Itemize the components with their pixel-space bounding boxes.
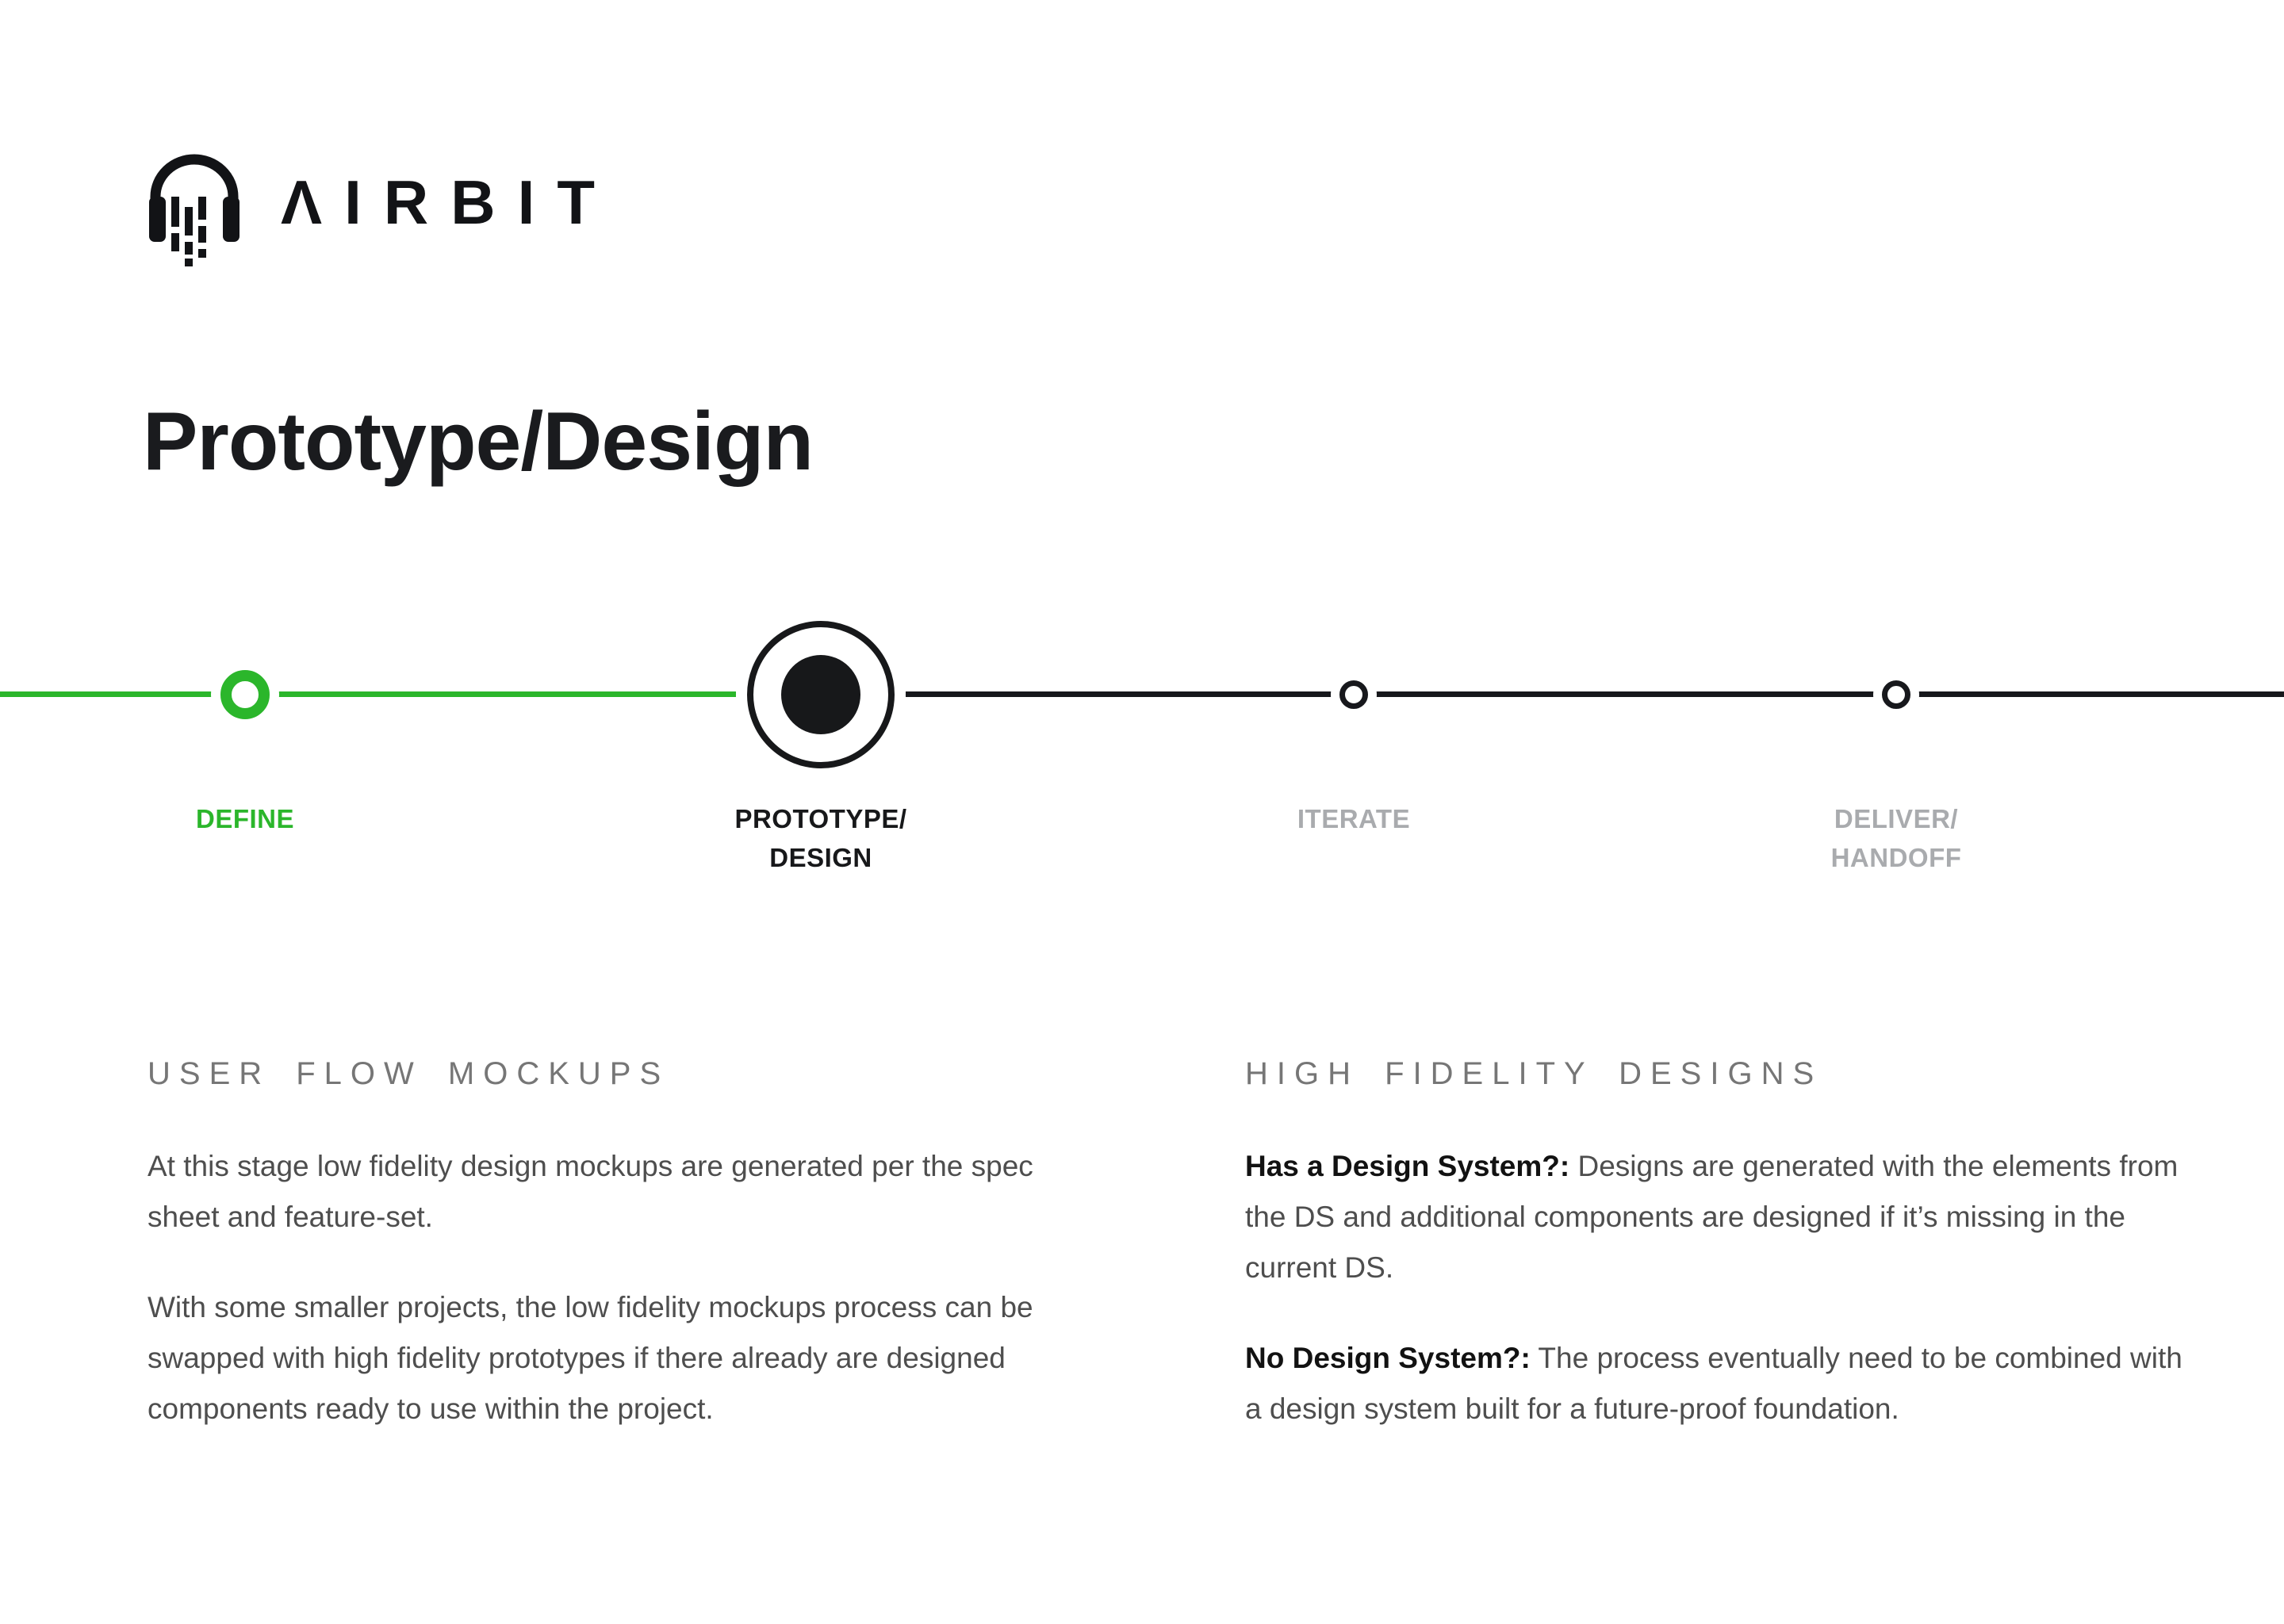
section-high-fidelity-designs: [1245, 1056, 2193, 1434]
step-dot-iterate: [1339, 680, 1368, 709]
brand-logo: [148, 132, 617, 268]
step-dot-deliver-handoff: [1882, 680, 1910, 709]
timeline-line-upcoming: [906, 691, 2284, 697]
headphones-equalizer-icon: [148, 133, 241, 266]
timeline-line-completed: [0, 691, 736, 697]
paragraph-lead: No Design System?:: [1245, 1342, 1531, 1374]
step-label-iterate: ITERATE: [1297, 804, 1411, 833]
paragraph: Has a Design System?: Designs are generated with the elements from the DS and additional components are designed if it’s missing in the current DS.: [1245, 1150, 2179, 1284]
step-label-define: DEFINE: [195, 804, 294, 833]
paragraph: No Design System?: The process eventually need to be combined with a design system built for a future-proof foundation.: [1245, 1342, 2182, 1425]
page-title: Prototype/Design: [143, 396, 813, 488]
step-label-deliver-handoff: DELIVER/ HANDOFF: [1830, 804, 1962, 872]
section-user-flow-mockups: [148, 1056, 1060, 1434]
step-dot-prototype-design: [747, 621, 895, 768]
paragraph: With some smaller projects, the low fidelity mockups process can be swapped with high fidelity prototypes if there already are designed components ready to use within the project.: [148, 1291, 1033, 1425]
step-dot-define: [220, 670, 270, 719]
current-step-marker: [781, 655, 860, 734]
paragraph-lead: Has a Design System?:: [1245, 1150, 1570, 1182]
section-heading: USER FLOW MOCKUPS: [148, 1056, 670, 1091]
step-label-prototype-design: PROTOTYPE/ DESIGN: [734, 804, 907, 872]
brand-name: ΛIRBIT: [281, 167, 618, 237]
section-heading: HIGH FIDELITY DESIGNS: [1245, 1056, 1823, 1091]
paragraph: At this stage low fidelity design mockups are generated per the spec sheet and feature-set.: [148, 1150, 1033, 1233]
